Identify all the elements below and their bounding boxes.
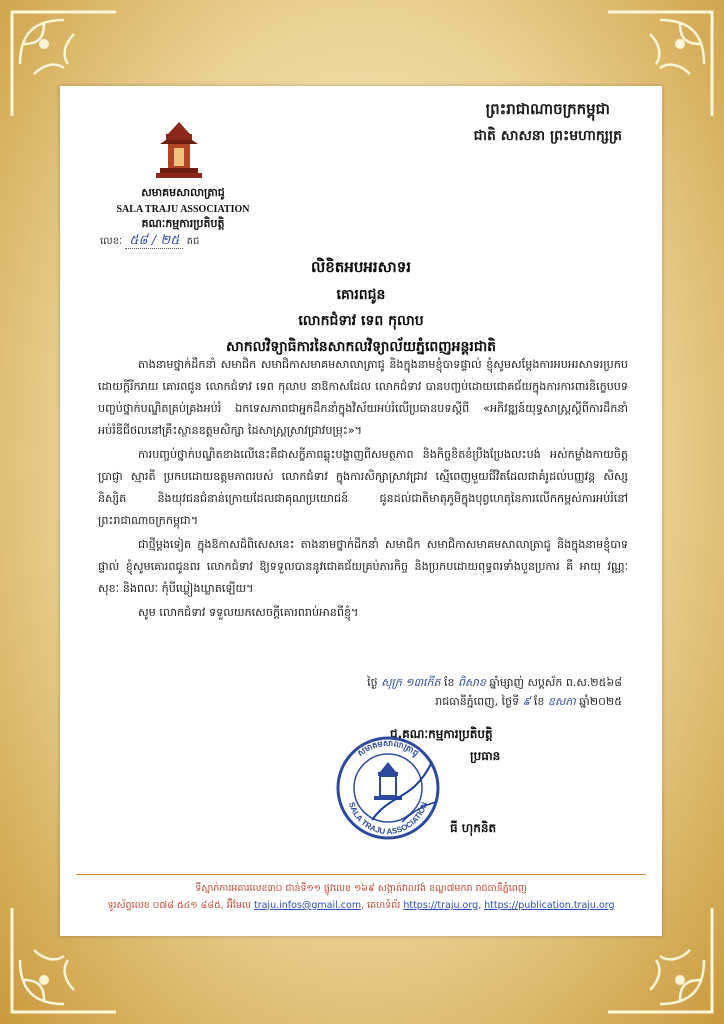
paragraph-1: តាងនាមថ្នាក់ដឹកនាំ សមាជិក សមាជិកាសមាគមសាលាត្រាជូ និងក្នុងនាមខ្ញុំបាទផ្ទាល់ ខ្ញុំសូមសម្តែងការអបអរសាទរប្រកបដោយក្តីរីករាយ គោរពជូន លោកជំទាវ ទេព កុលាប នាឱកាសដែល លោកជំទាវ បានបញ្ចប់ដោយជោគជ័យក្នុងការការពារនិក្ខេបបទបញ្ចប់ថ្នាក់បណ្ឌិតគ្រប់គ្រងអប់រំ ឯកទេសភាពជាអ្នកដឹកនាំក្នុងវិស័យអប់រំលើប្រធានបទស្តីពី «អភិវឌ្ឍន៍យុទ្ធសាស្រ្តស្តីពីការដឹកនាំអប់រំឌីជីថលនៅគ្រឹះស្ថានឧត្តមសិក្សា ដៃសាស្ត្រស្រាវជ្រាវបម្រុះ»។	[98, 358, 628, 437]
letter-body	[98, 354, 628, 626]
date-block	[367, 673, 622, 711]
on-behalf: ជ.គណៈកម្មការប្រតិបត្តិ	[390, 727, 493, 741]
footer-address: ទីស្នាក់ការអគារលេខ៣០ ជាន់ទី១១ ផ្លូវលេខ ១៦៩ សង្កាត់វាលវង់ ខណ្ឌ៧មករា រាជធានីភ្នំពេញ	[195, 883, 527, 894]
solar-year: ឆ្នាំ២០២៥	[579, 695, 622, 708]
footer-web-prefix: , គេហទំព័រ	[361, 900, 401, 911]
lunar-month-label: ខែ	[443, 676, 455, 689]
signer-role: ប្រធាន	[470, 749, 501, 763]
footer-phone: ទូរស័ព្ទលេខ ០៧៨ ៥៤១ ៨៨៥, អ៊ីមែល	[107, 900, 251, 911]
lunar-year: ឆ្នាំម្សាញ់ សប្តស័ក ព.ស.២៥៦៨	[489, 676, 622, 689]
respect-line: គោរពជូន	[336, 287, 386, 303]
recipient-position: សាកលវិទ្យាធិការនៃសាកលវិទ្យាល័យភ្នំពេញអន្តរជាតិ	[225, 339, 497, 355]
association-seal-icon	[332, 732, 444, 844]
paragraph-2: ការបញ្ចប់ថ្នាក់បណ្ឌិតខាងលើនេះគឺជាសក្ខីភាពឆ្លុះបង្ហាញពីសមត្ថភាព និងកិច្ចខិតខំប្រឹងប្រែងលះបង់ អស់កម្លាំងកាយចិត្ត ប្រាជ្ញា ស្មារតី ប្រកបដោយឧត្តមភាពរបស់ លោកជំទាវ ក្នុងការសិក្សាស្រាវជ្រាវ ស្មើពេញមួយជីវិតដែលជាគំរូដល់បញ្ញវន្ត សិស្ស និស្សិត និងយុវជនជំនាន់ក្រោយដែលជាគុណប្រយោជន៍ ជូនដល់ជាតិមាតុភូមិក្នុងបុព្វហេតុនៃការលើកកម្ពស់ការអប់រំនៅព្រះរាជាណាចក្រកម្ពុជា។	[98, 448, 628, 527]
ref-label: លេខៈ	[100, 236, 123, 247]
nation-religion-king: ជាតិ សាសនា ព្រះមហាក្សត្រ	[473, 128, 622, 144]
footer-publication-link[interactable]: https://publication.traju.org	[484, 900, 615, 911]
seal-text: SALA TRAJU ASSOCIATION	[347, 800, 430, 837]
footer-contact: ទូរស័ព្ទលេខ ០៧៨ ៥៤១ ៨៨៥, អ៊ីមែល traju.infos@gmail.com, គេហទំព័រ https://traju.org, https://publication.traju.org	[107, 900, 615, 911]
kingdom-motto	[474, 100, 622, 147]
lunar-prefix: ថ្ងៃ	[367, 676, 378, 689]
reference-number	[100, 232, 199, 251]
solar-month: ឧសភា	[547, 695, 576, 708]
sala-traju-logo-icon	[146, 120, 212, 182]
organization-name-english: SALA TRAJU ASSOCIATION	[116, 204, 250, 215]
ref-value: ៥៨ / ២៥	[125, 233, 183, 249]
letter-title: លិខិតអបអរសាទរ	[311, 258, 411, 276]
kingdom-title: ព្រះរាជាណាចក្រកម្ពុជា	[485, 100, 610, 118]
paragraph-3: ជាថ្មីម្តងទៀត ក្នុងឱកាសដ៏ពិសេសនេះ តាងនាមថ្នាក់ដឹកនាំ សមាជិក សមាជិកាសមាគមសាលាត្រាជូ និងក្នុងនាមខ្ញុំបាទផ្ទាល់ ខ្ញុំសូមគោរពជូនពរ លោកជំទាវ ឱ្យទទួលបាននូវជោគជ័យគ្រប់ភារកិច្ច និងប្រកបដោយពុទ្ធពរទាំងបួនប្រការ គឺ អាយុ វណ្ណៈ សុខៈ និងពលៈ កុំបីឃ្លៀងឃ្លាតឡើយ។	[98, 538, 628, 595]
organization-block	[108, 186, 258, 233]
lunar-month: ពិសាខ	[457, 676, 486, 689]
seal-text-khmer: សមាគមសាលាត្រាជូ	[355, 738, 421, 759]
footer-email-link[interactable]: traju.infos@gmail.com	[253, 900, 362, 911]
recipient-name: លោកជំទាវ ទេព កុលាប	[298, 313, 424, 329]
letter-header	[60, 258, 662, 358]
letter-paper	[60, 86, 662, 936]
solar-month-label: ខែ	[533, 695, 545, 708]
ref-suffix: តជ	[186, 236, 200, 247]
signer-name: ធី ហុកនិត	[450, 821, 497, 835]
solar-day: ៩	[522, 695, 531, 708]
committee-name: គណៈកម្មការប្រតិបត្តិ	[141, 217, 225, 230]
footer-divider	[76, 874, 646, 875]
lunar-day: សុក្រ ១៣កើត	[381, 676, 441, 689]
place: រាជធានីភ្នំពេញ, ថ្ងៃទី	[435, 695, 520, 708]
footer	[76, 880, 646, 914]
footer-website-link[interactable]: https://traju.org	[403, 900, 479, 911]
closing-line: សូម លោកជំទាវ ទទួលយកសេចក្តីគោរពរាប់អានពីខ្ញុំ។	[138, 606, 359, 619]
organization-name-khmer: សមាគមសាលាត្រាជូ	[141, 186, 225, 199]
solar-date	[367, 692, 622, 711]
lunar-date	[367, 673, 622, 692]
